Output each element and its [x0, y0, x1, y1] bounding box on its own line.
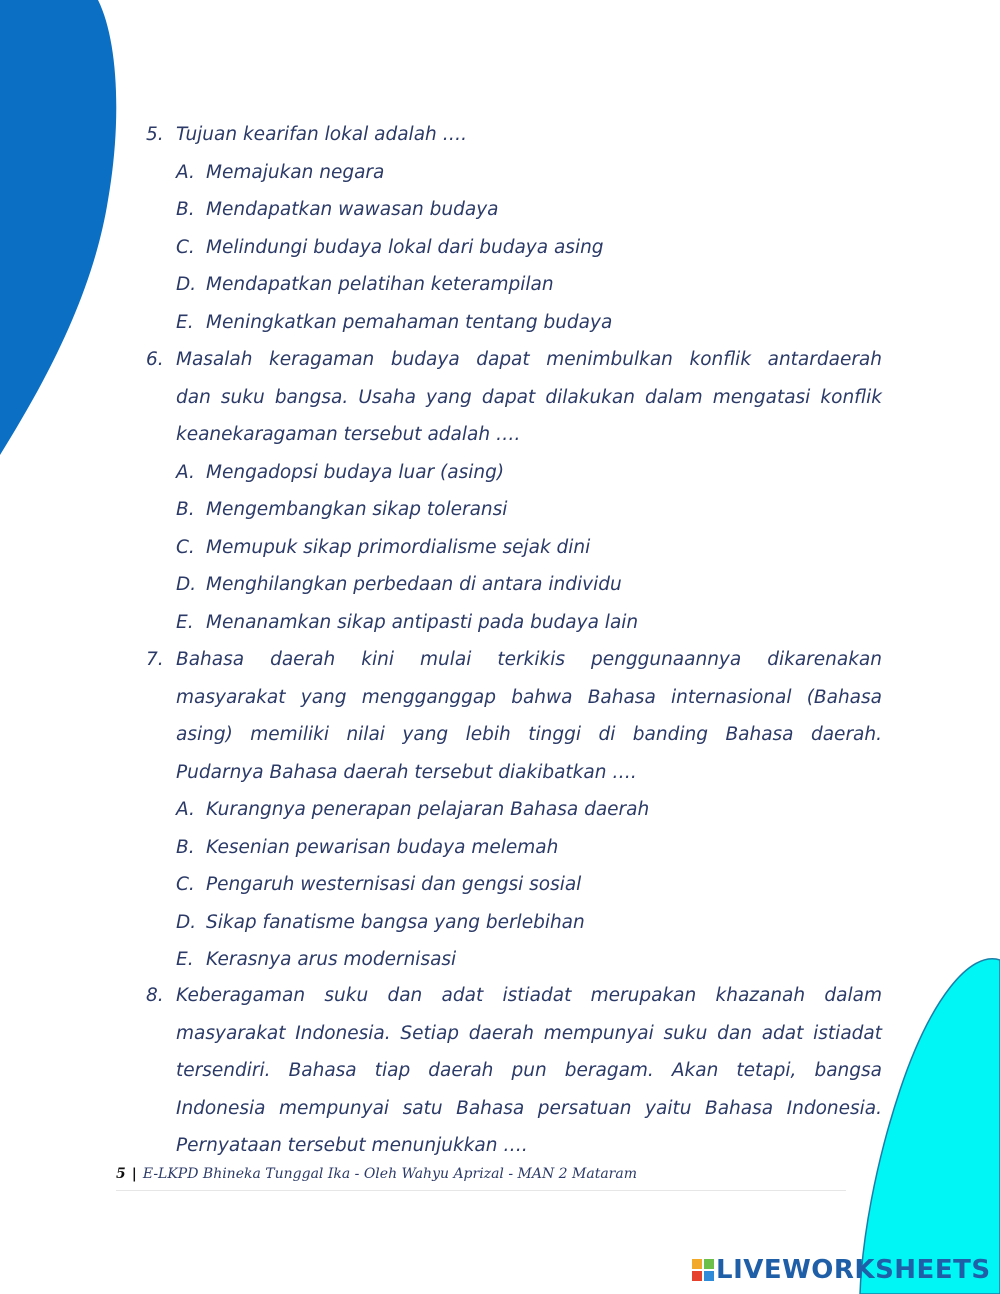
option-letter: B.	[176, 499, 195, 520]
option-c[interactable]	[176, 529, 590, 567]
option-text: Kerasnya arus modernisasi	[206, 949, 457, 970]
option-e[interactable]	[176, 604, 638, 642]
option-letter: D.	[176, 911, 197, 933]
question-text-line: Masalah keragaman budaya dapat menimbulkan konflik antardaerah	[176, 349, 882, 370]
question-number: 5.	[146, 124, 164, 145]
option-letter: D.	[176, 274, 197, 295]
question-text: Tujuan kearifan lokal adalah ….	[176, 124, 468, 145]
option-text: Mendapatkan wawasan budaya	[206, 199, 499, 220]
option-b[interactable]	[176, 491, 507, 529]
question-text-line: Indonesia mempunyai satu Bahasa persatuan yaitu Bahasa Indonesia.	[176, 1097, 882, 1119]
question-text-line: Keberagaman suku dan adat istiadat merupakan khazanah dalam	[176, 985, 882, 1006]
question-number: 7.	[146, 649, 164, 670]
option-text: Mengembangkan sikap toleransi	[206, 499, 508, 520]
question-number: 6.	[146, 349, 164, 370]
option-text: Pengaruh westernisasi dan gengsi sosial	[206, 874, 582, 895]
option-text: Meningkatkan pemahaman tentang budaya	[206, 311, 613, 333]
option-c[interactable]	[176, 866, 581, 904]
option-a[interactable]	[176, 791, 649, 829]
option-text: Kesenian pewarisan budaya melemah	[206, 836, 559, 858]
page-number: 5	[116, 1166, 126, 1182]
option-letter: B.	[176, 836, 195, 858]
option-text: Melindungi budaya lokal dari budaya asing	[206, 236, 604, 258]
option-d[interactable]	[176, 566, 622, 604]
left-blue-shape	[0, 0, 116, 455]
option-letter: E.	[176, 949, 194, 970]
option-letter: C.	[176, 536, 195, 558]
option-text: Menanamkan sikap antipasti pada budaya lain	[206, 611, 639, 633]
footer-text: E-LKPD Bhineka Tunggal Ika - Oleh Wahyu Aprizal - MAN 2 Mataram	[142, 1166, 637, 1182]
option-b[interactable]	[176, 829, 558, 867]
option-text: Kurangnya penerapan pelajaran Bahasa daerah	[206, 799, 650, 820]
question-text-line: asing) memiliki nilai yang lebih tinggi di banding Bahasa daerah.	[176, 724, 882, 745]
option-text: Mengadopsi budaya luar (asing)	[206, 461, 505, 483]
option-text: Menghilangkan perbedaan di antara individu	[206, 574, 622, 595]
liveworksheets-brand[interactable]	[692, 1253, 992, 1287]
option-letter: E.	[176, 611, 194, 633]
option-a[interactable]	[176, 154, 384, 192]
question-8	[146, 977, 882, 1167]
option-letter: C.	[176, 874, 195, 895]
option-text: Sikap fanatisme bangsa yang berlebihan	[206, 911, 585, 933]
option-letter: A.	[176, 461, 195, 483]
option-letter: E.	[176, 311, 194, 333]
question-5	[146, 116, 882, 341]
option-text: Memajukan negara	[206, 161, 385, 183]
page-footer	[116, 1166, 846, 1191]
option-letter: D.	[176, 574, 197, 595]
question-text-line: masyarakat yang mengganggap bahwa Bahasa internasional (Bahasa	[176, 686, 882, 708]
option-letter: A.	[176, 799, 195, 820]
option-e[interactable]	[176, 941, 456, 979]
option-letter: A.	[176, 161, 195, 183]
footer-separator: |	[131, 1166, 137, 1182]
question-text-line: tersendiri. Bahasa tiap daerah pun beragam. Akan tetapi, bangsa	[176, 1060, 882, 1081]
option-text: Mendapatkan pelatihan keterampilan	[206, 274, 554, 295]
question-text-line: Pernyataan tersebut menunjukkan ….	[176, 1135, 528, 1156]
option-letter: B.	[176, 199, 195, 220]
question-7	[146, 641, 882, 979]
question-number: 8.	[146, 985, 164, 1006]
liveworksheets-logo-icon	[692, 1259, 714, 1281]
question-text-line: Pudarnya Bahasa daerah tersebut diakibatkan ….	[176, 761, 637, 783]
question-text-line: keanekaragaman tersebut adalah ….	[176, 424, 521, 445]
option-b[interactable]	[176, 191, 499, 229]
option-d[interactable]	[176, 266, 554, 304]
option-letter: C.	[176, 236, 195, 258]
question-text-line: dan suku bangsa. Usaha yang dapat dilakukan dalam mengatasi konflik	[176, 386, 882, 408]
question-text-line: Bahasa daerah kini mulai terkikis penggunaannya dikarenakan	[176, 649, 882, 670]
brand-name: LIVEWORKSHEETS	[716, 1255, 991, 1285]
option-c[interactable]	[176, 229, 604, 267]
question-6	[146, 341, 882, 641]
question-text-line: masyarakat Indonesia. Setiap daerah mempunyai suku dan adat istiadat	[176, 1022, 882, 1044]
option-d[interactable]	[176, 904, 585, 942]
option-text: Memupuk sikap primordialisme sejak dini	[206, 536, 591, 558]
option-e[interactable]	[176, 304, 612, 342]
option-a[interactable]	[176, 454, 504, 492]
